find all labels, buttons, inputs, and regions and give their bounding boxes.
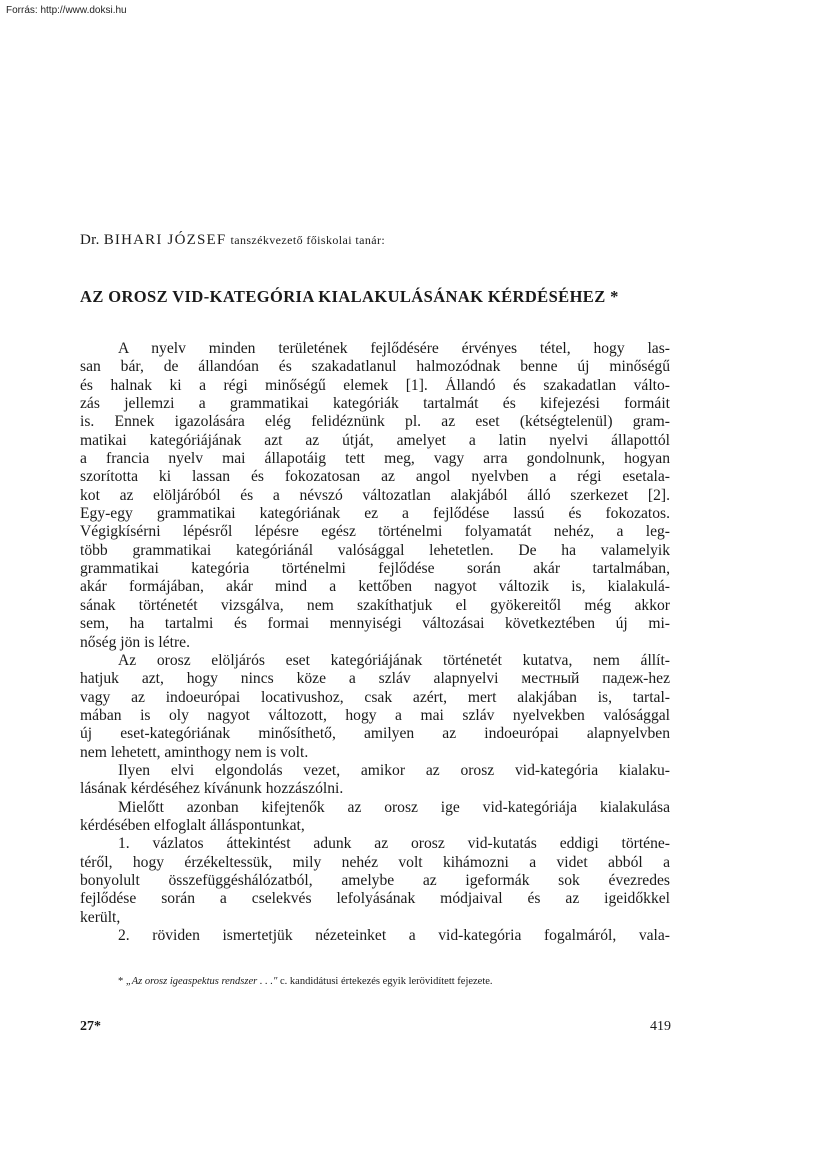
body-line: grammatikai kategória történelmi fejlődése során akár tartalmában, [80, 560, 670, 578]
body-line: mában is oly nagyot változott, hogy a mai szláv nyelvekben valósággal [80, 706, 670, 724]
body-line: akár formájában, akár mind a kettőben nagyot változik is, kialakulá- [80, 578, 670, 596]
body-line: Egy-egy grammatikai kategóriának ez a fejlődése lassú és fokozatos. [80, 505, 670, 523]
body-line: fejlődése során a cselekvés lefolyásának módjaival és az igeidőkkel [80, 890, 670, 908]
body-line: kérdésében elfoglalt álláspontunkat, [80, 816, 305, 834]
author-prefix: Dr. [80, 232, 100, 248]
body-line: nőség jön is létre. [80, 633, 191, 651]
body-line: 2. röviden ismertetjük nézeteinket a vid-kategória fogalmáról, vala- [118, 927, 670, 944]
author-role: tanszékvezető főiskolai tanár: [230, 233, 386, 247]
body-line: téről, hogy érzékeltessük, mily nehéz volt kihámozni a videt abból a [80, 853, 670, 871]
body-line: sem, ha tartalmi és formai mennyiségi változásai következtében új mi- [80, 615, 670, 633]
article-title: AZ OROSZ VID-KATEGÓRIA KIALAKULÁSÁNAK KÉRDÉSÉHEZ * [80, 287, 619, 306]
body-line: san bár, de állandóan és szakadatlanul halmozódnak benne új minőségű [80, 358, 670, 376]
body-line: a francia nyelv mai állapotáig tett meg, vagy arra gondolnunk, hogyan [80, 450, 670, 468]
footnote [118, 976, 671, 987]
body-line: több grammatikai kategóriánál valósággal lehetetlen. De ha valamelyik [80, 541, 670, 559]
body-line: lásának kérdéséhez kívánunk hozzászólni. [80, 780, 344, 798]
article-body [80, 340, 670, 945]
body-line: 1. vázlatos áttekintést adunk az orosz vid-kutatás eddigi történe- [118, 835, 670, 853]
body-line: Mielőtt azonban kifejtenők az orosz ige vid-kategóriája kialakulása [118, 798, 670, 816]
author-line [80, 232, 385, 249]
footnote-text: c. kandidátusi értekezés egyik lerövidített fejezete. [277, 976, 493, 987]
body-line: bonyolult összefüggéshálózatból, amelybe az igeformák sok évezredes [80, 871, 670, 889]
author-name: BIHARI JÓZSEF [103, 232, 227, 248]
body-line: új eset-kategóriának minősíthető, amilyen az indoeurópai alapnyelvben [80, 725, 670, 743]
body-line: kot az elöljáróból és a névszó változatlan alakjából álló szerkezet [2]. [80, 486, 670, 504]
body-line: vagy az indoeurópai locativushoz, csak azért, mert alakjában is, tartal- [80, 688, 670, 706]
source-label: Forrás: http://www.doksi.hu [6, 5, 127, 16]
body-line: nem lehetett, aminthogy nem is volt. [80, 743, 309, 761]
body-line: A nyelv minden területének fejlődésére érvényes tétel, hogy las- [118, 340, 670, 357]
body-line: szorította ki lassan és fokozatosan az angol nyelvben a régi esetala- [80, 468, 670, 486]
body-line: is. Ennek igazolására elég felidéznünk pl. az eset (kétségtelenül) gram- [80, 413, 670, 431]
page-number: 419 [650, 1019, 671, 1034]
body-line: Végigkísérni lépésről lépésre egész történelmi folyamatát nehéz, a leg- [80, 523, 670, 541]
footnote-cited-title: „Az orosz igeaspektus rendszer . . ." [125, 976, 278, 987]
body-line: sának történetét vizsgálva, nem szakíthatjuk el gyökereitől még akkor [80, 596, 670, 614]
body-line: Ilyen elvi elgondolás vezet, amikor az orosz vid-kategória kialaku- [118, 761, 670, 779]
body-line: zás jellemzi a grammatikai kategóriák tartalmát és kifejezési formáit [80, 395, 670, 413]
body-line: került, [80, 908, 121, 926]
body-line: Az orosz elöljárós eset kategóriájának történetét kutatva, nem állít- [118, 651, 670, 669]
footnote-marker: * [118, 976, 124, 987]
page-signature: 27* [80, 1019, 101, 1034]
body-line: hatjuk azt, hogy nincs köze a szláv alapnyelvi местный падеж-hez [80, 670, 670, 688]
body-line: és halnak ki a régi minőségű elemek [1]. Állandó és szakadatlan válto- [80, 376, 670, 394]
body-line: matikai kategóriájának azt az útját, amelyet a latin nyelvi állapottól [80, 431, 670, 449]
